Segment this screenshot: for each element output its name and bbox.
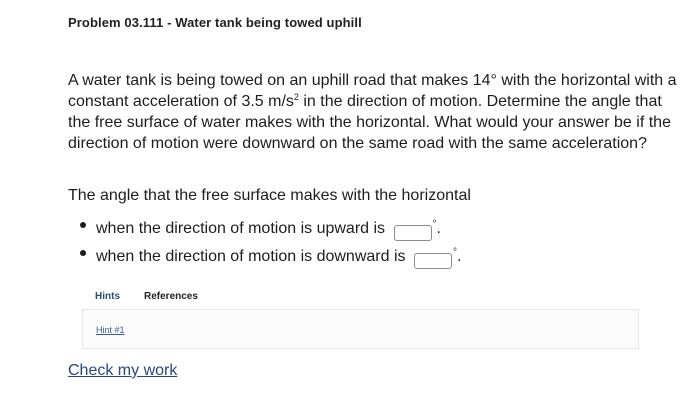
sentence-period: . xyxy=(436,220,441,237)
answer-item-upward xyxy=(78,213,461,241)
problem-statement-part1: A water tank is being towed on an uphill road that makes 14° with the horizontal with a constant acceleration of 3.5 m/s xyxy=(68,72,677,110)
tab-hints[interactable]: Hints xyxy=(95,291,120,302)
question-prompt: The angle that the free surface makes with the horizontal xyxy=(68,187,471,204)
problem-statement xyxy=(68,70,688,154)
answer-label-upward: when the direction of motion is upward is xyxy=(96,220,386,237)
check-my-work-link[interactable]: Check my work xyxy=(68,362,178,379)
upward-angle-input[interactable] xyxy=(394,225,432,241)
answer-label-downward: when the direction of motion is downward is xyxy=(96,248,406,265)
problem-title: Problem 03.111 - Water tank being towed uphill xyxy=(68,15,362,30)
downward-angle-input[interactable] xyxy=(414,253,452,269)
degree-symbol: ° xyxy=(452,247,457,258)
problem-statement-superscript: 2 xyxy=(293,92,299,102)
degree-symbol: ° xyxy=(432,219,437,230)
answer-list xyxy=(78,213,461,269)
problem-statement-part2: in the direction of motion. Determine the angle that the free surface of water makes with the horizontal. What would your answer be if the direction of motion were downward on the same road with the same acceleration? xyxy=(68,93,671,152)
sentence-period: . xyxy=(456,248,462,265)
hints-panel xyxy=(82,309,639,349)
tab-references[interactable]: References xyxy=(144,291,198,302)
hint-1-link[interactable]: Hint #1 xyxy=(96,325,125,335)
bullet-icon xyxy=(80,222,86,228)
answer-item-downward xyxy=(78,241,461,269)
bullet-icon xyxy=(80,250,86,256)
